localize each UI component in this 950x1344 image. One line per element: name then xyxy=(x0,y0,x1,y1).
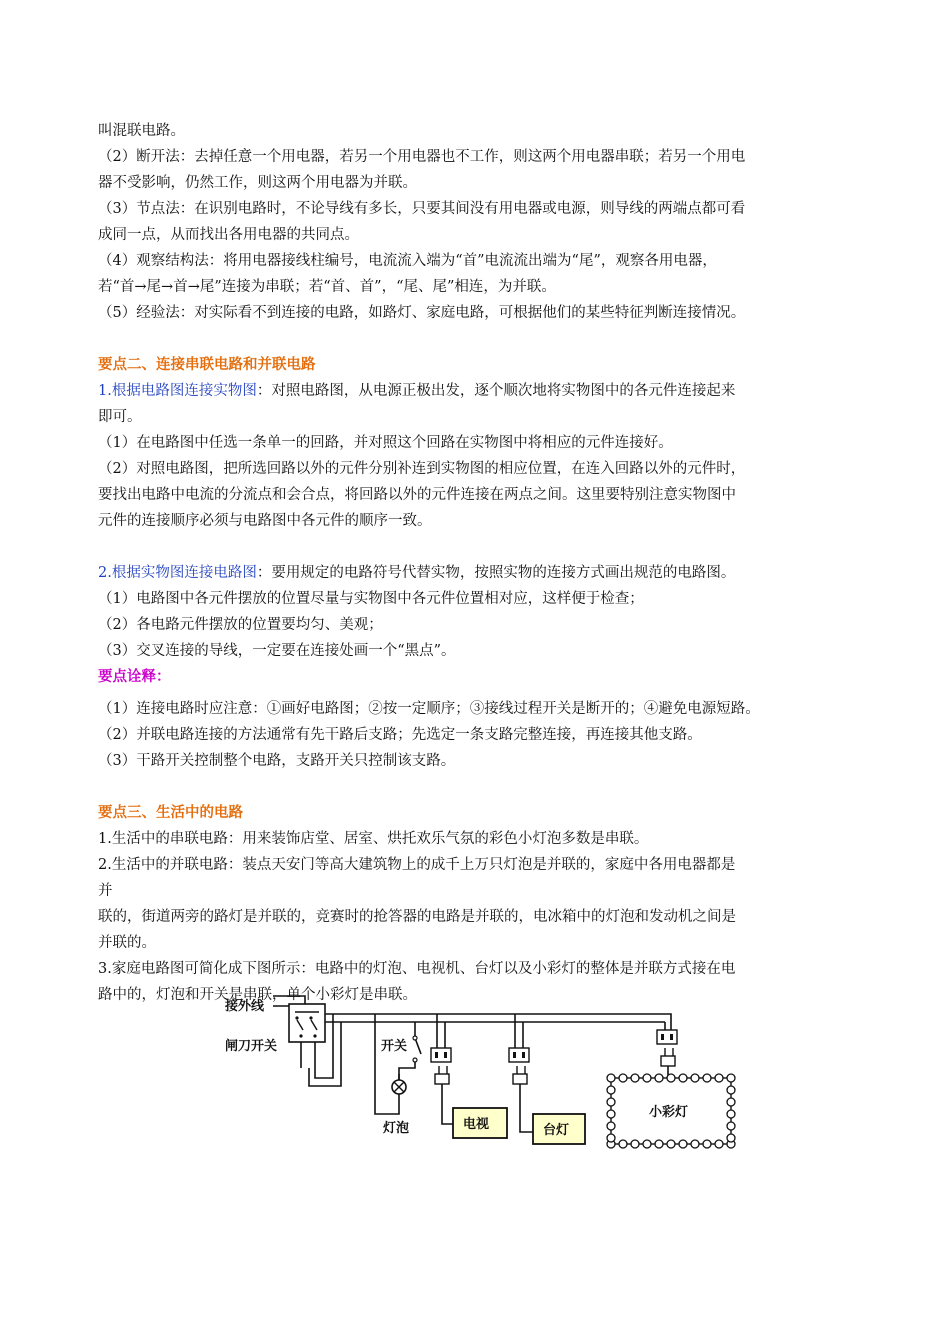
text-line: （4）观察结构法：将用电器接线柱编号，电流流入端为“首”电流流出端为“尾”，观察各用电器， xyxy=(98,253,717,269)
section-heading: 要点三、生活中的电路 xyxy=(98,805,243,821)
text-line: （2）并联电路连接的方法通常有先干路后支路；先选定一条支路完整连接，再连接其他支路。 xyxy=(98,727,702,743)
text-line: （3）节点法：在识别电路时，不论导线有多长，只要其间没有用电器或电源，则导线的两端点都可看 xyxy=(98,201,746,217)
knife-switch xyxy=(289,1004,325,1068)
section-heading: 要点二、连接串联电路和并联电路 xyxy=(98,357,316,373)
tv-label: 电视 xyxy=(463,1117,490,1132)
small-light-bead-icon xyxy=(607,1134,615,1142)
text-line: 并联的。 xyxy=(98,935,156,951)
text-line: 2.生活中的并联电路：装点天安门等高大建筑物上的成千上万只灯泡是并联的，家庭中各用电器都是 xyxy=(98,857,736,873)
text-line: 联的，街道两旁的路灯是并联的，竞赛时的抢答器的电路是并联的，电冰箱中的灯泡和发动机之间是 xyxy=(98,909,736,925)
switch-contact xyxy=(413,1036,417,1040)
household-circuit-diagram xyxy=(225,992,737,1154)
small-light-bead-icon xyxy=(715,1140,723,1148)
small-light-bead-icon xyxy=(727,1122,735,1130)
text-line: （3）交叉连接的导线，一定要在连接处画一个“黑点”。 xyxy=(98,643,456,659)
small-light-bead-icon xyxy=(667,1140,675,1148)
subsection-title: 2.根据实物图连接电路图 xyxy=(98,565,257,581)
small-light-bead-icon xyxy=(703,1074,711,1082)
bulb-label: 灯泡 xyxy=(383,1121,410,1136)
knife-switch-label: 闸刀开关 xyxy=(225,1039,278,1054)
small-light-bead-icon xyxy=(727,1110,735,1118)
subsection-text: ：要用规定的电路符号代替实物，按照实物的连接方式画出规范的电路图。 xyxy=(256,565,736,581)
section-2 xyxy=(98,352,858,774)
text-line: （5）经验法：对实际看不到连接的电路，如路灯、家庭电路，可根据他们的某些特征判断连接情况。 xyxy=(98,305,746,321)
bulb-icon xyxy=(392,1080,406,1094)
note-heading: 要点诠释： xyxy=(98,669,171,685)
text-line: 并 xyxy=(98,883,113,899)
text-line: （2）各电路元件摆放的位置要均匀、美观； xyxy=(98,617,383,633)
section-1 xyxy=(98,118,858,326)
small-light-bead-icon xyxy=(631,1140,639,1148)
tv-socket-icon xyxy=(431,1048,453,1124)
small-light-bead-icon xyxy=(703,1140,711,1148)
small-light-bead-icon xyxy=(691,1074,699,1082)
text-line xyxy=(98,378,858,404)
text-line: （2）对照电路图，把所选回路以外的元件分别补连到实物图的相应位置，在连入回路以外的元件时， xyxy=(98,461,746,477)
text-line: 元件的连接顺序必须与电路图中各元件的顺序一致。 xyxy=(98,513,432,529)
text-line: 3.家庭电路图可简化成下图所示：电路中的灯泡、电视机、台灯以及小彩灯的整体是并联方式接在电 xyxy=(98,961,736,977)
small-light-bead-icon xyxy=(643,1074,651,1082)
text-line: （1）连接电路时应注意：①画好电路图；②按一定顺序；③接线过程开关是断开的；④避免电源短路。 xyxy=(98,701,760,717)
small-light-bead-icon xyxy=(607,1086,615,1094)
small-light-bead-icon xyxy=(727,1074,735,1082)
small-light-bead-icon xyxy=(607,1098,615,1106)
text-line: 成同一点，从而找出各用电器的共同点。 xyxy=(98,227,359,243)
text-line: 若“首→尾→首→尾”连接为串联；若“首、首”，“尾、尾”相连，为并联。 xyxy=(98,279,556,295)
text-line: 叫混联电路。 xyxy=(98,123,185,139)
switch-contact xyxy=(413,1058,417,1062)
circuit-svg xyxy=(225,992,737,1154)
small-lights-label: 小彩灯 xyxy=(649,1105,689,1120)
text-line: 器不受影响，仍然工作，则这两个用电器为并联。 xyxy=(98,175,417,191)
lamp-label: 台灯 xyxy=(543,1123,570,1138)
small-light-bead-icon xyxy=(631,1074,639,1082)
text-line: （1）电路图中各元件摆放的位置尽量与实物图中各元件位置相对应，这样便于检查； xyxy=(98,591,644,607)
text-line xyxy=(98,560,858,586)
small-light-bead-icon xyxy=(607,1074,615,1082)
small-light-bead-icon xyxy=(679,1074,687,1082)
text-line: 即可。 xyxy=(98,409,142,425)
outer-line-label: 接外线 xyxy=(225,999,265,1014)
small-light-bead-icon xyxy=(619,1074,627,1082)
small-light-bead-icon xyxy=(607,1122,615,1130)
small-light-bead-icon xyxy=(655,1140,663,1148)
small-light-bead-icon xyxy=(715,1074,723,1082)
text-line: （3）干路开关控制整个电路，支路开关只控制该支路。 xyxy=(98,753,456,769)
document-page xyxy=(98,118,858,1008)
small-light-bead-icon xyxy=(607,1110,615,1118)
text-line: 1.生活中的串联电路：用来装饰店堂、居室、烘托欢乐气氛的彩色小灯泡多数是串联。 xyxy=(98,831,649,847)
small-light-bead-icon xyxy=(679,1140,687,1148)
text-line: （1）在电路图中任选一条单一的回路，并对照这个回路在实物图中将相应的元件连接好。 xyxy=(98,435,673,451)
text-line: 要找出电路中电流的分流点和会合点，将回路以外的元件连接在两点之间。这里要特别注意实物图中 xyxy=(98,487,736,503)
small-light-bead-icon xyxy=(667,1074,675,1082)
small-light-bead-icon xyxy=(619,1140,627,1148)
small-light-bead-icon xyxy=(655,1074,663,1082)
small-light-bead-icon xyxy=(727,1086,735,1094)
section-3 xyxy=(98,800,858,1008)
small-light-bead-icon xyxy=(643,1140,651,1148)
small-light-bead-icon xyxy=(727,1134,735,1142)
switch-label: 开关 xyxy=(381,1039,408,1054)
small-light-bead-icon xyxy=(691,1140,699,1148)
subsection-title: 1.根据电路图连接实物图 xyxy=(98,383,257,399)
text-line: 路中的，灯泡和开关是串联，单个小彩灯是串联。 xyxy=(98,987,417,1003)
lamp-socket-icon xyxy=(509,1048,533,1132)
text-line: （2）断开法：去掉任意一个用电器，若另一个用电器也不工作，则这两个用电器串联；若另一个用电 xyxy=(98,149,746,165)
small-lights-socket-icon xyxy=(657,1030,677,1078)
small-light-bead-icon xyxy=(727,1098,735,1106)
subsection-text: ：对照电路图，从电源正极出发，逐个顺次地将实物图中的各元件连接起来 xyxy=(256,383,736,399)
